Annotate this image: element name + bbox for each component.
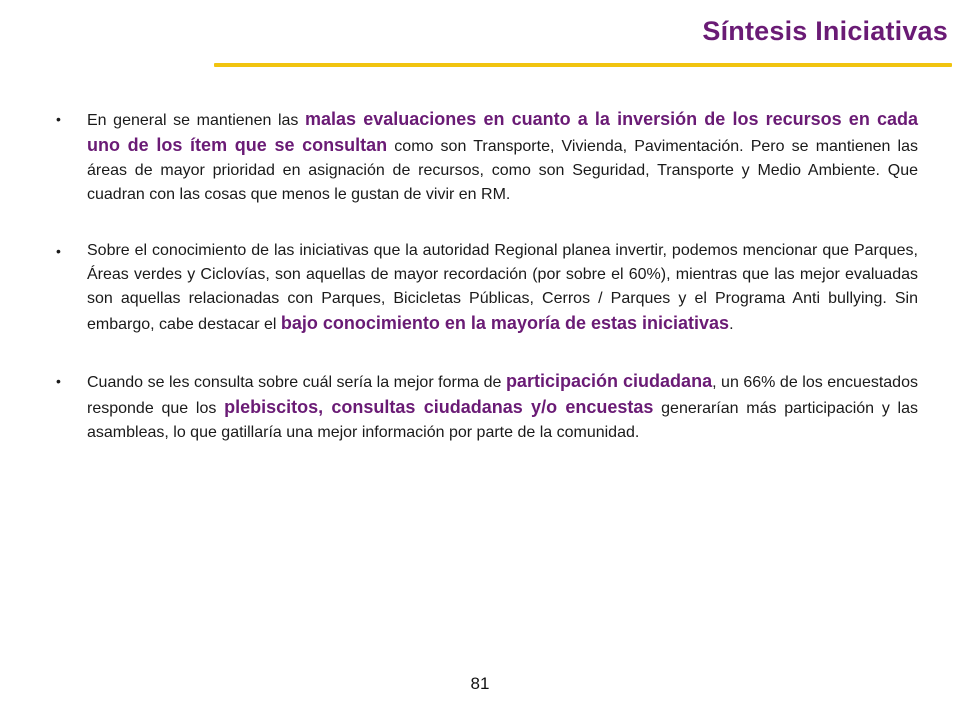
bullet-dot-icon: • <box>56 373 61 389</box>
bullet-emphasis: bajo conocimiento en la mayoría de estas iniciativas <box>280 313 730 333</box>
bullet-text: generarían más participación y las asambleas, lo que gatillaría una mejor información por parte de la comunidad. <box>87 400 919 441</box>
bullet-emphasis: malas evaluaciones en cuanto a la inversión de los recursos en cada uno de los ítem que se consultan <box>87 109 918 155</box>
bullet-dot-icon: • <box>56 243 61 259</box>
bullet-emphasis: participación ciudadana <box>505 371 713 391</box>
bullet-text: En general se mantienen las <box>87 112 306 129</box>
bullet-text: , un 66% de los encuestados responde que los <box>87 374 918 417</box>
bullet-text: como son Transporte, Vivienda, Pavimentación. Pero se mantienen las áreas de mayor prioridad en asignación de recursos, como son Seguridad, Transporte y Medio Ambiente. Que cuadran con las cosas que menos le gustan de vivir en RM. <box>87 138 918 203</box>
bullet-list <box>50 107 918 477</box>
bullet-text: Cuando se les consulta sobre cuál sería la mejor forma de <box>87 374 506 391</box>
bullet-emphasis: plebiscitos, consultas ciudadanas y/o encuestas <box>224 397 654 417</box>
bullet-item <box>50 107 918 207</box>
bullet-text: Sobre el conocimiento de las iniciativas que la autoridad Regional planea invertir, podemos mencionar que Parques, Áreas verdes y Ciclovías, son aquellas de mayor recordación (por sobre el 60%), mientras que las mejor evaluadas son aquellas relacionadas con Parques, Bicicletas Públicas, Cerros / Parques y el Programa Anti bullying. Sin embargo, cabe destacar el <box>87 242 918 333</box>
page-number: 81 <box>470 674 490 693</box>
bullet-dot-icon: • <box>56 111 61 127</box>
bullet-item <box>50 239 918 337</box>
bullet-text: . <box>729 316 734 333</box>
slide-title: Síntesis Iniciativas <box>702 16 948 46</box>
title-underline <box>214 63 952 67</box>
bullet-item <box>50 369 918 445</box>
